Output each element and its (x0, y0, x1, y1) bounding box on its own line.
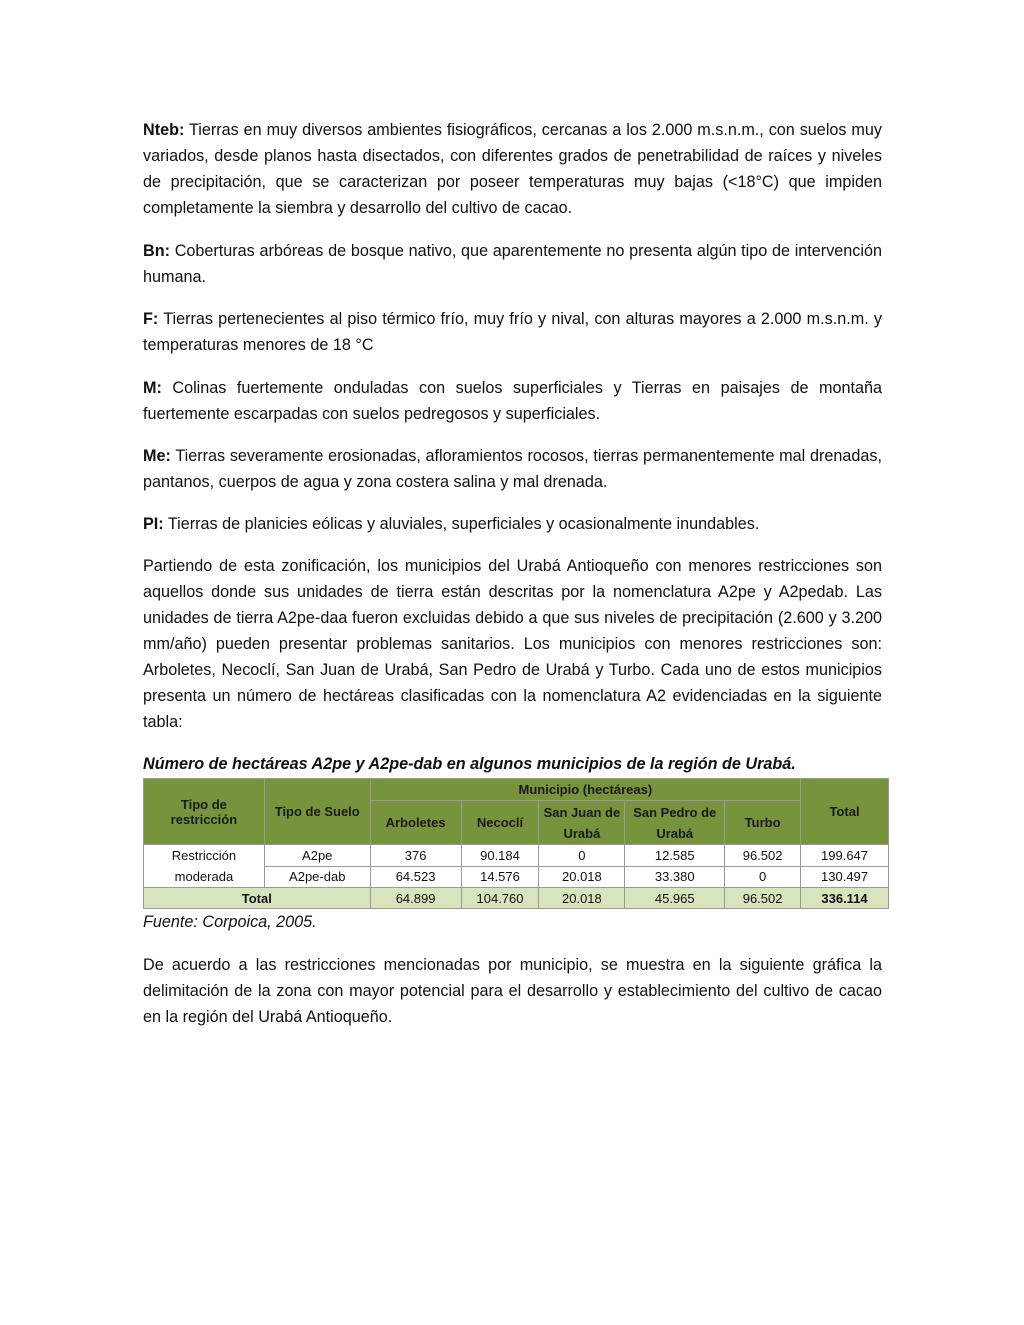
term-f: F: (143, 310, 159, 328)
cell-value: 90.184 (461, 845, 539, 867)
paragraph-nteb (143, 117, 882, 221)
table-row (144, 845, 889, 867)
cell-value: 14.576 (461, 866, 539, 888)
paragraph-m (143, 375, 882, 427)
term-pi: PI: (143, 515, 164, 533)
text-pi: Tierras de planicies eólicas y aluviales, superficiales y ocasionalmente inundables. (163, 515, 760, 533)
header-arboletes: Arboletes (370, 801, 461, 845)
header-san-pedro: San Pedro de Urabá (625, 801, 725, 845)
text-m: Colinas fuertemente onduladas con suelos superficiales y Tierras en paisajes de montaña fuertemente escarpadas con suelos pedregosos y superficiales. (143, 379, 882, 423)
total-value: 96.502 (725, 888, 801, 909)
cell-soil: A2pe-dab (264, 866, 370, 888)
term-nteb: Nteb: (143, 121, 185, 139)
hectares-table (143, 778, 889, 909)
term-m: M: (143, 379, 162, 397)
text-f: Tierras pertenecientes al piso térmico frío, muy frío y nival, con alturas mayores a 2.000 m.s.n.m. y temperaturas menores de 18 °C (143, 310, 882, 354)
paragraph-f (143, 306, 882, 358)
cell-value: 33.380 (625, 866, 725, 888)
cell-total: 130.497 (801, 866, 889, 888)
paragraph-pi (143, 511, 882, 537)
grand-total: 336.114 (801, 888, 889, 909)
text-me: Tierras severamente erosionadas, afloramientos rocosos, tierras permanentemente mal drenadas, pantanos, cuerpos de agua y zona costera salina y mal drenada. (143, 447, 882, 491)
cell-value: 376 (370, 845, 461, 867)
header-necocli: Necoclí (461, 801, 539, 845)
cell-restriction: Restricción moderada (144, 845, 265, 888)
cell-value: 0 (539, 845, 625, 867)
header-total: Total (801, 779, 889, 845)
header-restriction-type: Tipo de restricción (144, 779, 265, 845)
term-me: Me: (143, 447, 171, 465)
paragraph-intro: Partiendo de esta zonificación, los municipios del Urabá Antioqueño con menores restricciones son aquellos donde sus unidades de tierra están descritas por la nomenclatura A2pe y A2pedab. Las unidades de tierra A2pe-daa fueron excluidas debido a que sus niveles de precipitación (2.600 y 3.200 mm/año) pueden presentar problemas sanitarios. Los municipios con menores restricciones son: Arboletes, Necoclí, San Juan de Urabá, San Pedro de Urabá y Turbo. Cada uno de estos municipios presenta un número de hectáreas clasificadas con la nomenclatura A2 evidenciadas en la siguiente tabla: (143, 557, 882, 731)
total-row (144, 888, 889, 909)
header-turbo: Turbo (725, 801, 801, 845)
cell-value: 20.018 (539, 866, 625, 888)
table-caption: Número de hectáreas A2pe y A2pe-dab en algunos municipios de la región de Urabá. (143, 755, 796, 773)
paragraph-bn (143, 238, 882, 290)
cell-total: 199.647 (801, 845, 889, 867)
term-bn: Bn: (143, 242, 170, 260)
header-municipality: Municipio (hectáreas) (370, 779, 800, 801)
paragraph-me (143, 443, 882, 495)
paragraph-closing: De acuerdo a las restricciones mencionadas por municipio, se muestra en la siguiente gráfica la delimitación de la zona con mayor potencial para el desarrollo y establecimiento del cultivo de cacao en la región del Urabá Antioqueño. (143, 956, 882, 1026)
total-label: Total (144, 888, 371, 909)
cell-value: 64.523 (370, 866, 461, 888)
total-value: 20.018 (539, 888, 625, 909)
cell-soil: A2pe (264, 845, 370, 867)
total-value: 45.965 (625, 888, 725, 909)
cell-value: 96.502 (725, 845, 801, 867)
cell-value: 12.585 (625, 845, 725, 867)
cell-value: 0 (725, 866, 801, 888)
header-soil-type: Tipo de Suelo (264, 779, 370, 845)
header-san-juan: San Juan de Urabá (539, 801, 625, 845)
total-value: 104.760 (461, 888, 539, 909)
total-value: 64.899 (370, 888, 461, 909)
table-source: Fuente: Corpoica, 2005. (143, 913, 317, 931)
text-nteb: Tierras en muy diversos ambientes fisiográficos, cercanas a los 2.000 m.s.n.m., con suelos muy variados, desde planos hasta disectados, con diferentes grados de penetrabilidad de raíces y niveles de precipitación, que se caracterizan por poseer temperaturas muy bajas (<18°C) que impiden completamente la siembra y desarrollo del cultivo de cacao. (143, 121, 882, 217)
text-bn: Coberturas arbóreas de bosque nativo, que aparentemente no presenta algún tipo de intervención humana. (143, 242, 882, 286)
